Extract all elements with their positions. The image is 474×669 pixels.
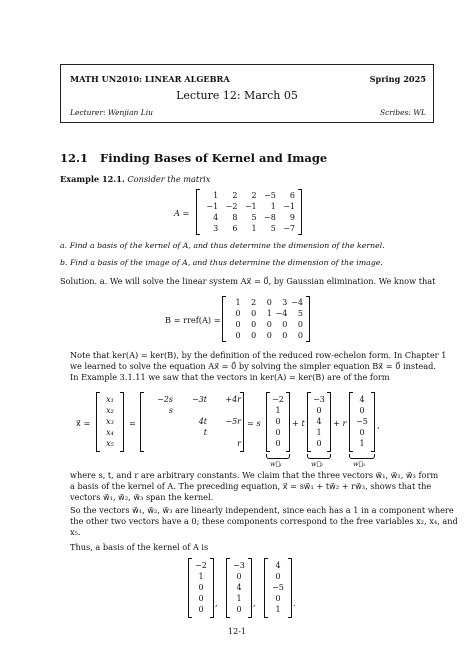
parametric-entry: t	[203, 428, 207, 437]
basis-vector-3	[264, 558, 292, 618]
basis-vector-1-entry: 0	[198, 605, 204, 614]
parametric-entry: 4t	[198, 417, 207, 426]
basis-vector-1-entry: 0	[198, 583, 204, 592]
matrix-A-entry: 4	[213, 213, 219, 222]
matrix-A-entry: 6	[289, 191, 296, 200]
parametric-entry: s	[168, 406, 173, 415]
w3-brace	[349, 454, 375, 459]
w3-vector	[349, 392, 375, 452]
matrix-B-entry: 0	[297, 320, 303, 329]
course-title: MATH UN2010: LINEAR ALGEBRA	[70, 74, 230, 84]
matrix-A-row	[201, 201, 297, 212]
part-b: b. Find a basis of the image of A, and thus determine the dimension of the image.	[60, 258, 383, 267]
matrix-A-entry: −2	[225, 202, 238, 211]
section-heading	[60, 151, 327, 165]
parametric-entry	[209, 405, 243, 416]
w1-vector-entry: −2	[272, 395, 284, 404]
scribes: Scribes: WL	[379, 108, 426, 117]
basis-vector-3-entry: 0	[275, 594, 281, 603]
matrix-B-entry: 2	[251, 298, 257, 307]
basis-intro: Thus, a basis of the kernel of A is	[70, 542, 209, 552]
matrix-B-row	[227, 330, 305, 341]
matrix-B-entry: 1	[235, 298, 241, 307]
matrix-B-entry: 0	[235, 320, 241, 329]
para2-line1: where s, t, and r are arbitrary constants. We claim that the three vectors w⃗₁, w⃗₂, w⃗₃ form	[70, 470, 439, 480]
matrix-B-row	[227, 308, 305, 319]
parametric-row	[141, 405, 243, 416]
parametric-row	[141, 438, 243, 449]
matrix-B-label: B = rref(A) =	[165, 315, 221, 325]
basis-vector-1-entry: 1	[198, 572, 204, 581]
parametric-entry	[209, 427, 243, 438]
w3-vector-entry: 1	[359, 439, 365, 448]
matrix-A-label: A =	[174, 208, 190, 218]
page-number: 12-1	[228, 627, 246, 636]
matrix-A-row	[201, 223, 297, 234]
basis-vector-1	[188, 558, 214, 618]
basis-comma-2: ,	[253, 598, 256, 608]
lecturer: Lecturer: Wenjian Liu	[70, 108, 153, 117]
w2-vector-entry: 1	[316, 428, 322, 437]
matrix-A-entry: −5	[264, 191, 276, 200]
para3-line1: So the vectors w⃗₁, w⃗₂, w⃗₃ are linearly independent, since each has a 1 in a component where	[70, 505, 454, 515]
matrix-B-entry: −4	[291, 298, 303, 307]
w2-vector-entry: 0	[316, 406, 322, 415]
matrix-B-row	[227, 319, 305, 330]
basis-period: .	[293, 598, 296, 608]
matrix-A-entry: 1	[251, 224, 257, 233]
basis-vector-1-entry: 0	[198, 594, 204, 603]
w1-vector-entry: 0	[275, 428, 281, 437]
paragraph-kernel-intro	[70, 350, 446, 383]
basis-vector-2-entry: −3	[233, 561, 245, 570]
matrix-B-entry: 0	[266, 320, 272, 329]
w2-vector-entry: 4	[316, 417, 322, 426]
matrix-A-entry: −1	[206, 202, 219, 211]
w3-label: w⃗₃	[353, 460, 366, 468]
section-number: 12.1	[60, 151, 89, 165]
w2-brace	[307, 454, 331, 459]
basis-vector-2-entry: 0	[236, 572, 242, 581]
matrix-A-entry: −1	[244, 202, 257, 211]
eq-s: = s	[247, 418, 261, 428]
matrix-A-entry: −8	[264, 213, 276, 222]
para1-line3: In Example 3.1.11 we saw that the vectors in ker(A) = ker(B) are of the form	[70, 372, 390, 382]
matrix-B	[222, 296, 310, 342]
matrix-B-entry: 0	[282, 331, 288, 340]
basis-vector-2-entry: 0	[236, 605, 242, 614]
parametric-row	[141, 427, 243, 438]
plus-r: + r	[333, 418, 347, 428]
w3-vector-entry: −5	[356, 417, 368, 426]
matrix-A-entry: 1	[213, 191, 219, 200]
matrix-B-entry: 0	[266, 331, 272, 340]
matrix-B-entry: −4	[275, 309, 288, 318]
basis-vector-2	[226, 558, 252, 618]
x-vector	[96, 392, 124, 452]
x-vector-entry: x₅	[106, 439, 114, 448]
matrix-B-entry: 5	[297, 309, 303, 318]
matrix-A-entry: 3	[213, 224, 219, 233]
parametric-entry	[141, 416, 175, 427]
w1-vector-entry: 0	[275, 439, 281, 448]
example-text: Consider the matrix	[127, 174, 211, 184]
matrix-B-entry: 0	[282, 320, 288, 329]
para2-line3: vectors w⃗₁, w⃗₂, w⃗₃ span the kernel.	[70, 492, 214, 502]
parametric-row	[141, 416, 243, 427]
matrix-A	[196, 189, 302, 235]
basis-vector-3-entry: 4	[275, 561, 281, 570]
parametric-entry	[175, 438, 209, 449]
matrix-A-entry: −7	[283, 224, 296, 233]
basis-comma-1: ,	[215, 598, 218, 608]
matrix-A-entry: 5	[251, 213, 257, 222]
x-vector-entry: x₂	[106, 406, 114, 415]
matrix-A-entry: 1	[270, 202, 276, 211]
parametric-entry	[141, 438, 175, 449]
matrix-A-row	[201, 212, 297, 223]
matrix-A-row	[201, 190, 297, 201]
w1-vector-entry: 0	[275, 417, 281, 426]
lecture-title: Lecture 12: March 05	[176, 89, 298, 102]
x-vector-entry: x₁	[106, 395, 114, 404]
basis-vector-3-entry: −5	[272, 583, 284, 592]
section-title: Finding Bases of Kernel and Image	[100, 151, 328, 165]
equals-sign: =	[129, 418, 136, 428]
w1-vector	[266, 392, 290, 452]
x-vector-label: x⃗ =	[76, 418, 91, 428]
parametric-entry: +4r	[225, 395, 241, 404]
para3-line3: x₅.	[70, 527, 81, 537]
paragraph-independence	[70, 505, 458, 538]
x-vector-entry: x₄	[106, 428, 114, 437]
para1-line1: Note that ker(A) = ker(B), by the definition of the reduced row-echelon form. In Chapter 1	[70, 350, 447, 360]
trailing-comma: ,	[377, 420, 380, 430]
matrix-A-entry: 2	[251, 191, 257, 200]
w1-label: w⃗₁	[270, 460, 283, 468]
matrix-A-entry: 6	[232, 224, 238, 233]
w2-label: w⃗₂	[311, 460, 324, 468]
paragraph-span	[70, 470, 438, 503]
w3-vector-entry: 4	[359, 395, 365, 404]
part-a: a. Find a basis of the kernel of A, and thus determine the dimension of the kernel.	[60, 241, 385, 250]
parametric-entry: −5r	[225, 417, 241, 426]
example-intro	[60, 174, 210, 185]
plus-t: + t	[292, 418, 305, 428]
parametric-entry: −3t	[191, 395, 207, 404]
matrix-B-entry: 1	[266, 309, 272, 318]
parametric-entry	[175, 405, 209, 416]
w1-brace	[266, 454, 290, 459]
matrix-A-entry: 8	[232, 213, 238, 222]
parametric-vector	[140, 392, 244, 452]
w2-vector	[307, 392, 331, 452]
parametric-entry: r	[237, 439, 241, 448]
matrix-A-entry: 9	[289, 213, 296, 222]
para2-line2: a basis of the kernel of A. The preceding equation, x⃗ = sw⃗₁ + tw⃗₂ + rw⃗₃, shows that the	[70, 481, 432, 491]
w3-vector-entry: 0	[359, 406, 365, 415]
w2-vector-entry: −3	[313, 395, 325, 404]
matrix-B-entry: 0	[235, 309, 241, 318]
matrix-A-entry: −1	[283, 202, 296, 211]
matrix-B-entry: 3	[282, 298, 288, 307]
solution-line: Solution. a. We will solve the linear system Ax⃗ = 0⃗, by Gaussian elimination. We know that	[60, 276, 436, 286]
basis-vector-1-entry: −2	[195, 561, 207, 570]
parametric-entry	[141, 427, 175, 438]
matrix-B-entry: 0	[266, 298, 272, 307]
matrix-B-entry: 0	[297, 331, 303, 340]
para1-line2: we learned to solve the equation Ax⃗ = 0⃗ by solving the simpler equation Bx⃗ = 0⃗ instead.	[70, 361, 436, 371]
basis-vector-2-entry: 1	[236, 594, 242, 603]
parametric-row	[141, 394, 243, 405]
matrix-B-entry: 0	[251, 309, 257, 318]
basis-vector-3-entry: 0	[275, 572, 281, 581]
example-label: Example 12.1.	[60, 174, 125, 184]
w2-vector-entry: 0	[316, 439, 322, 448]
matrix-B-row	[227, 297, 305, 308]
matrix-A-entry: 5	[270, 224, 276, 233]
para3-line2: the other two vectors have a 0; these components correspond to the free variables x₂, x₄, and	[70, 516, 458, 526]
w3-vector-entry: 0	[359, 428, 365, 437]
w1-vector-entry: 1	[275, 406, 281, 415]
basis-vector-3-entry: 1	[275, 605, 281, 614]
term: Spring 2025	[369, 74, 426, 84]
x-vector-entry: x₃	[106, 417, 114, 426]
matrix-B-entry: 0	[251, 331, 257, 340]
basis-vector-2-entry: 4	[236, 583, 242, 592]
matrix-B-entry: 0	[251, 320, 257, 329]
parametric-entry: −2s	[157, 395, 173, 404]
matrix-B-entry: 0	[235, 331, 241, 340]
matrix-A-entry: 2	[232, 191, 238, 200]
